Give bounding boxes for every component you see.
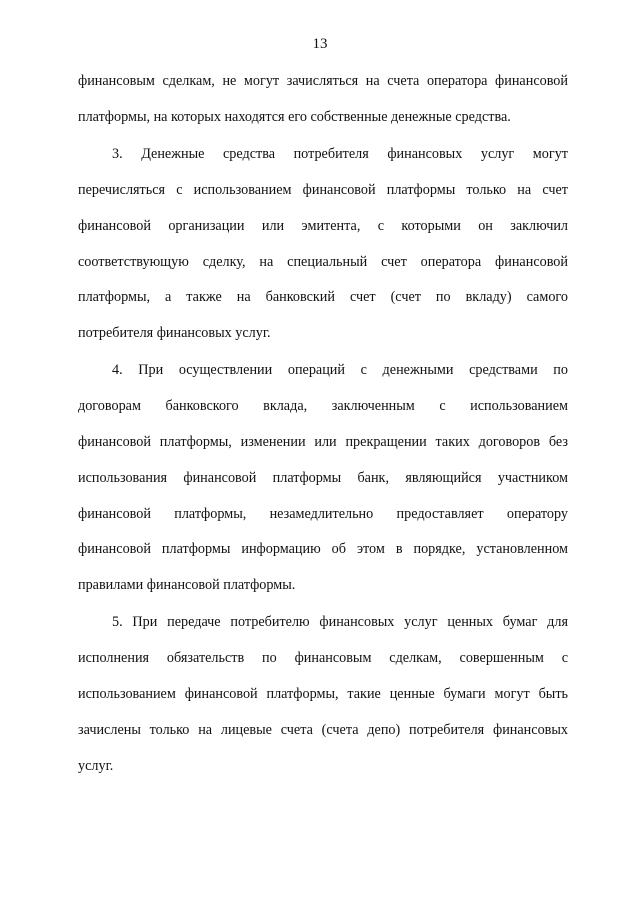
text-line: потребителя финансовых услуг. (78, 325, 271, 341)
text-line: зачислены только на лицевые счета (счета депо) потребителя финансовых (78, 722, 568, 738)
text-line: платформы, на которых находятся его собственные денежные средства. (78, 109, 511, 125)
text-line: использования финансовой платформы банк, являющийся участником (78, 470, 568, 486)
text-line: использованием финансовой платформы, такие ценные бумаги могут быть (78, 686, 568, 702)
text-line: финансовой платформы информацию об этом в порядке, установленном (78, 541, 568, 557)
text-line: перечисляться с использованием финансовой платформы только на счет (78, 182, 568, 198)
paragraph-4-start: 4. При осуществлении операций с денежными средствами по (112, 362, 568, 378)
text-line: платформы, а также на банковский счет (счет по вкладу) самого (78, 289, 568, 305)
paragraph-5-start: 5. При передаче потребителю финансовых услуг ценных бумаг для (112, 614, 568, 630)
text-line: исполнения обязательств по финансовым сделкам, совершенным с (78, 650, 568, 666)
text-line: правилами финансовой платформы. (78, 577, 296, 593)
text-line: соответствующую сделку, на специальный счет оператора финансовой (78, 254, 568, 270)
text-line: услуг. (78, 758, 114, 774)
text-line: финансовой платформы, незамедлительно предоставляет оператору (78, 506, 568, 522)
text-line: финансовой платформы, изменении или прекращении таких договоров без (78, 434, 568, 450)
paragraph-3-start: 3. Денежные средства потребителя финансовых услуг могут (112, 146, 568, 162)
text-line: финансовой организации или эмитента, с которыми он заключил (78, 218, 568, 234)
text-line: финансовым сделкам, не могут зачисляться на счета оператора финансовой (78, 73, 568, 89)
text-line: договорам банковского вклада, заключенным с использованием (78, 398, 568, 414)
page-number: 13 (312, 36, 328, 52)
